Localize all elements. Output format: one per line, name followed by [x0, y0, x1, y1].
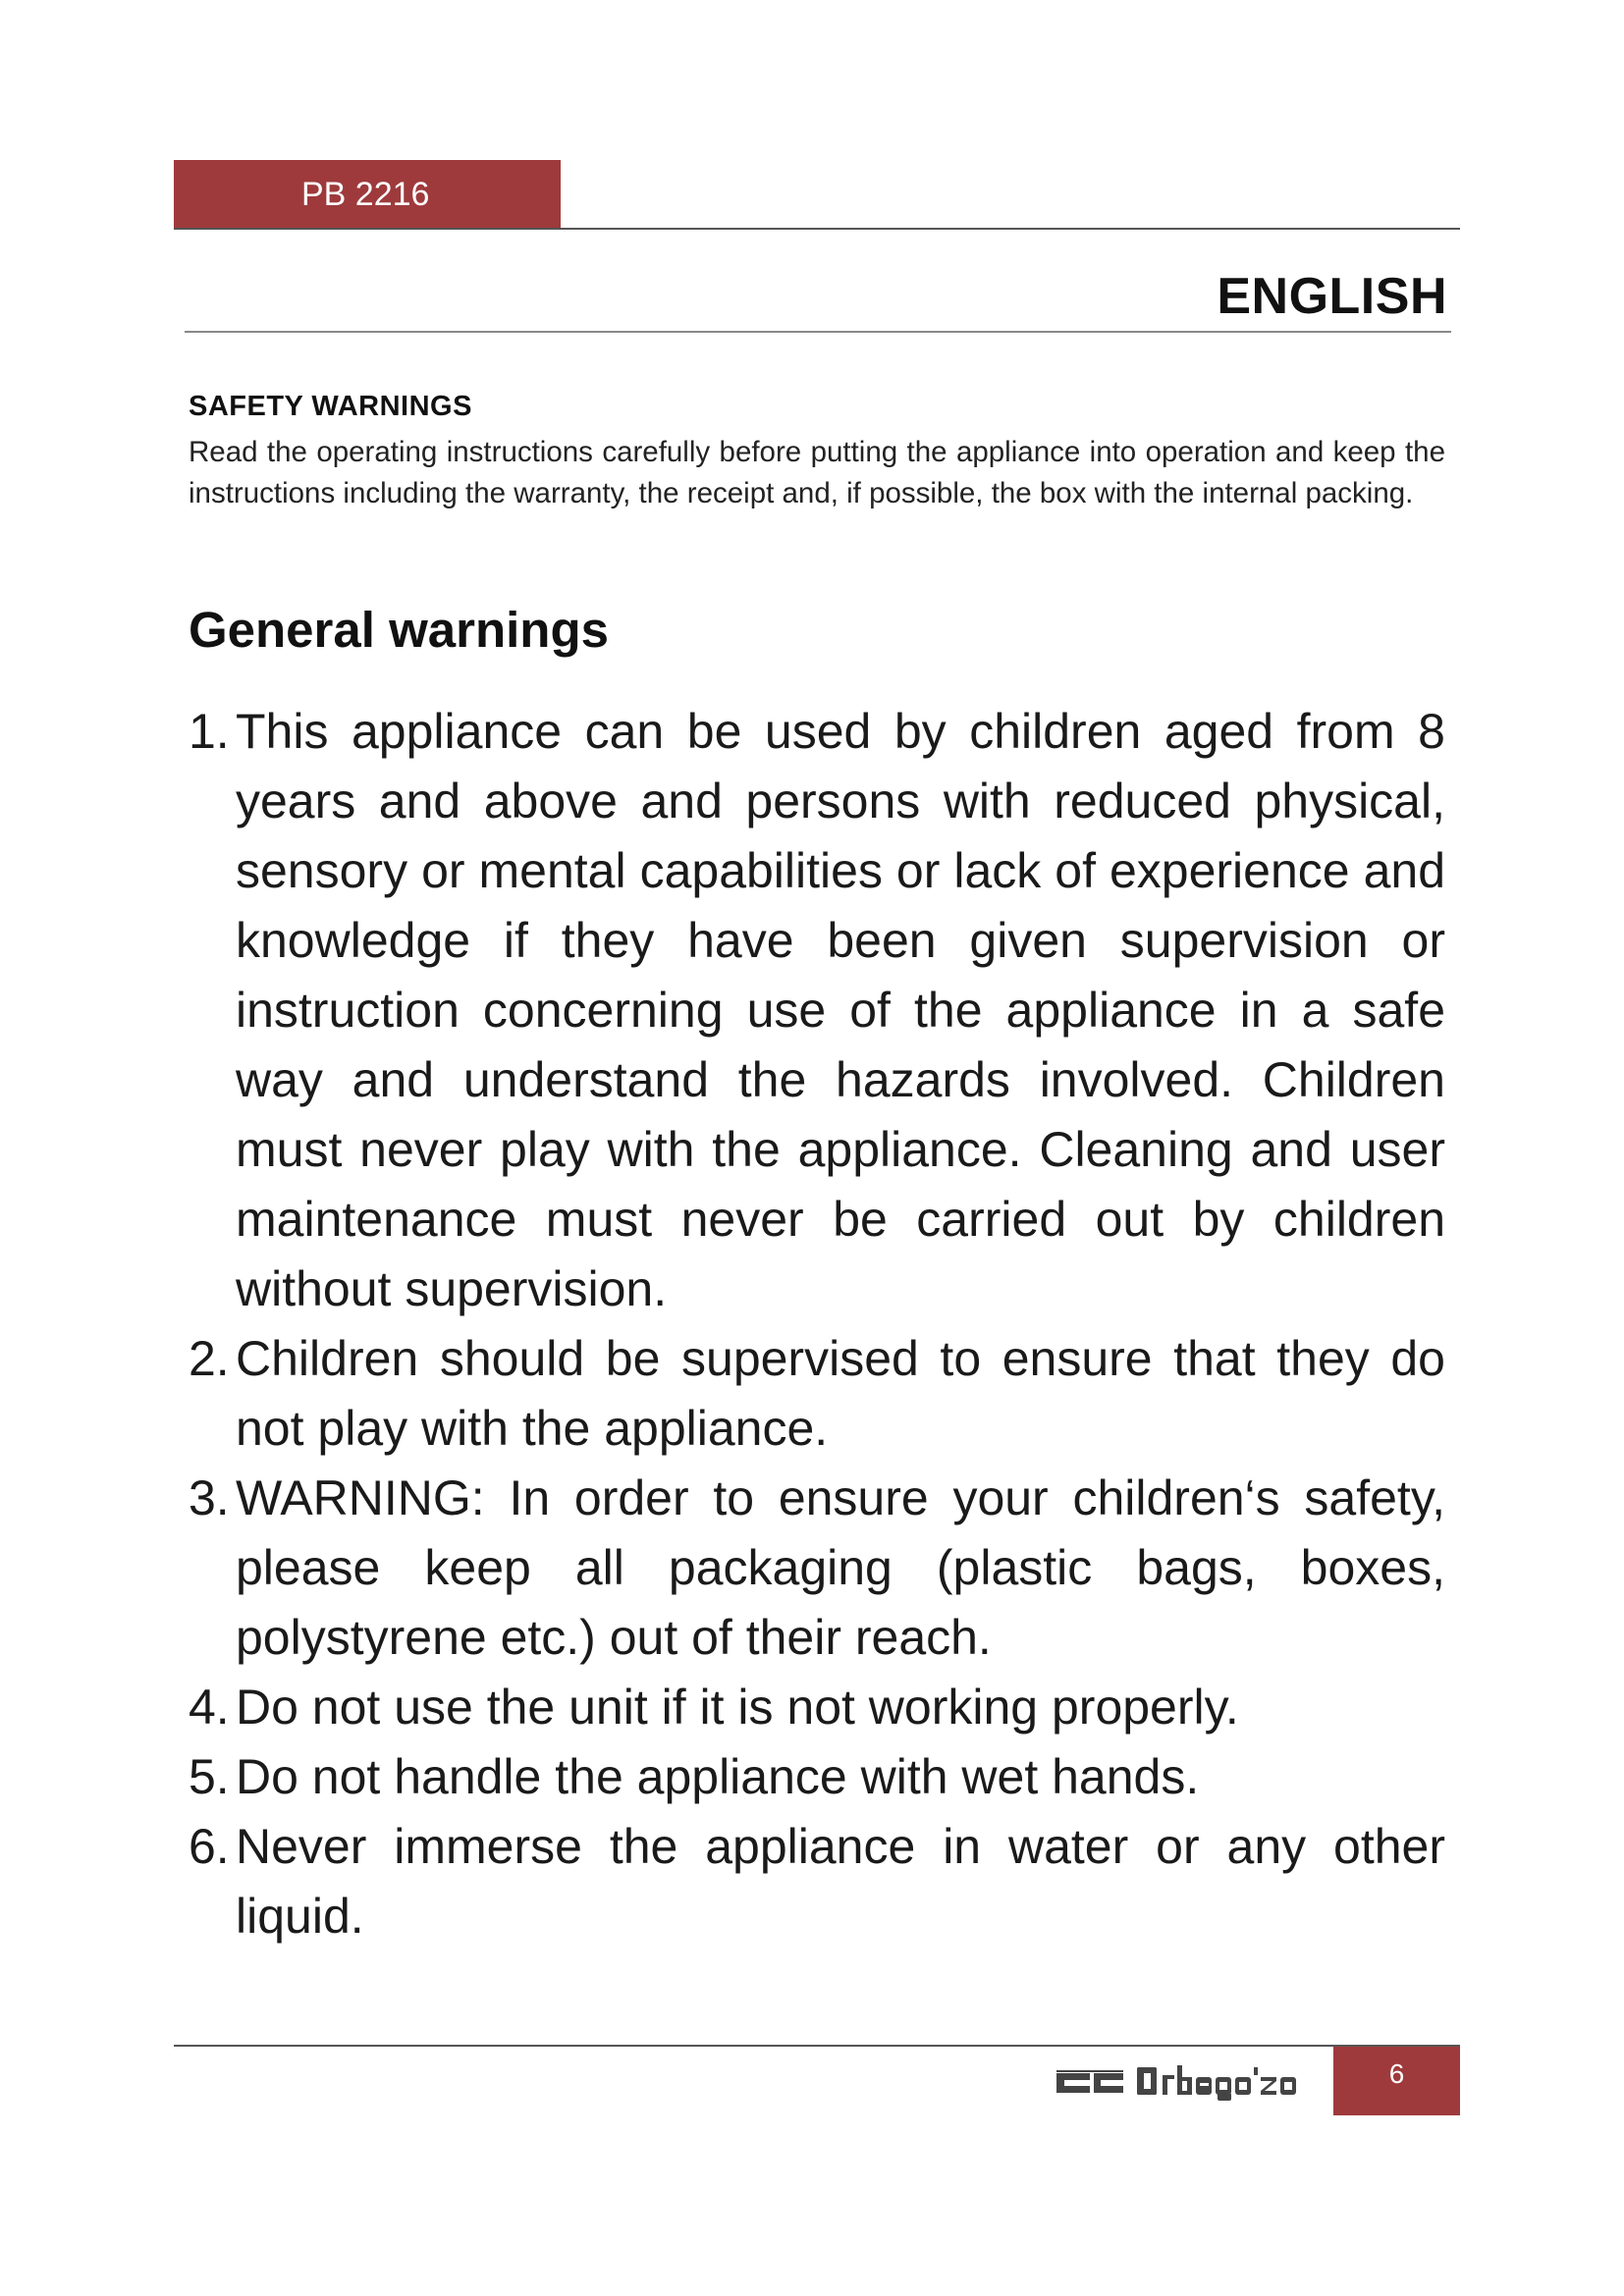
- warnings-list: [189, 697, 1445, 1951]
- footer-divider: [174, 2045, 1460, 2047]
- item-text: This appliance can be used by children aged from 8 years and above and persons with reduced physical, sensory or mental capabilities or lack of experience and knowledge if they have been given supervision or instruction concerning use of the appliance in a safe way and understand the hazards involved. Children must never play with the appliance. Cleaning and user maintenance must never be carried out by children without supervision.: [236, 704, 1445, 1316]
- list-item: [189, 1464, 1445, 1673]
- item-number: 1.: [189, 704, 230, 759]
- list-item: [189, 1673, 1445, 1742]
- list-item: [189, 1324, 1445, 1464]
- safety-intro-text: Read the operating instructions carefully before putting the appliance into operation and keep the instructions including the warranty, the receipt and, if possible, the box with the internal packing.: [189, 436, 1445, 509]
- item-number: 2.: [189, 1331, 230, 1386]
- general-warnings-title: General warnings: [189, 602, 609, 658]
- list-item: [189, 1812, 1445, 1951]
- page-number: 6: [1388, 2058, 1405, 2089]
- list-item: [189, 697, 1445, 1324]
- item-text: Do not use the unit if it is not working properly.: [236, 1680, 1239, 1735]
- item-number: 3.: [189, 1470, 230, 1525]
- page-number-tab: [1333, 2047, 1460, 2115]
- list-item: [189, 1742, 1445, 1812]
- safety-warnings-title: SAFETY WARNINGS: [189, 391, 472, 422]
- item-text: Never immerse the appliance in water or any other liquid.: [236, 1819, 1445, 1944]
- orbegozo-logo: [1053, 2057, 1318, 2107]
- header-divider: [174, 228, 1460, 230]
- model-tab: [174, 160, 561, 230]
- language-divider: [185, 331, 1451, 333]
- language-heading: ENGLISH: [1217, 268, 1447, 325]
- model-number: PB 2216: [301, 176, 430, 213]
- item-number: 4.: [189, 1680, 230, 1735]
- item-text: Children should be supervised to ensure that they do not play with the appliance.: [236, 1331, 1445, 1456]
- item-number: 5.: [189, 1749, 230, 1804]
- item-number: 6.: [189, 1819, 230, 1874]
- item-text: Do not handle the appliance with wet hands.: [236, 1749, 1200, 1804]
- item-text: WARNING: In order to ensure your children‘s safety, please keep all packaging (plastic bags, boxes, polystyrene etc.) out of their reach.: [236, 1470, 1445, 1665]
